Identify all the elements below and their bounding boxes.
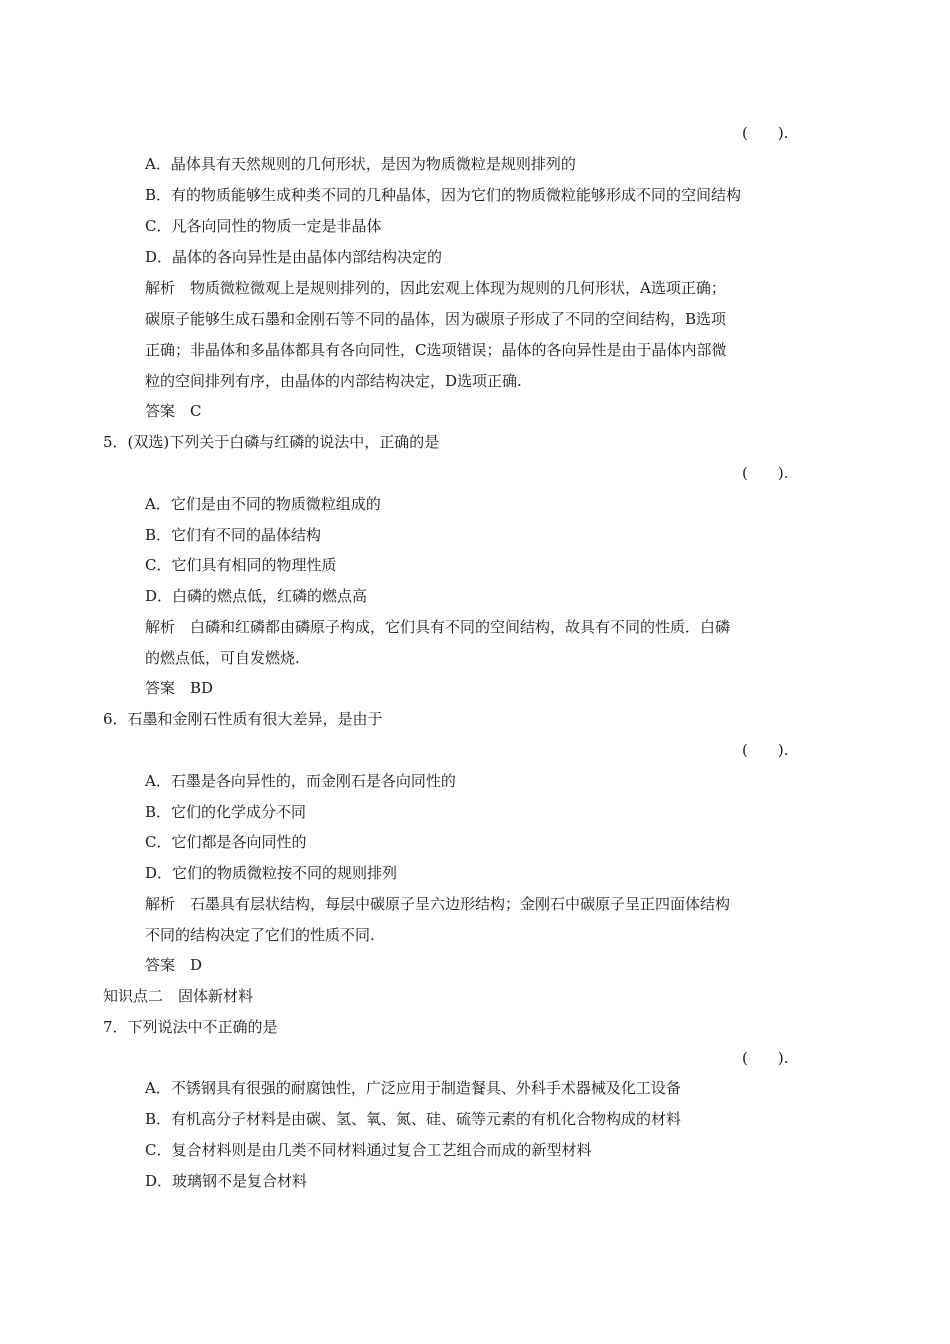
- option-b: B．有的物质能够生成种类不同的几种晶体，因为它们的物质微粒能够形成不同的空间结构: [145, 186, 742, 204]
- option-d: D．玻璃钢不是复合材料: [145, 1172, 308, 1190]
- option-a: A．晶体具有天然规则的几何形状，是因为物质微粒是规则排列的: [145, 155, 576, 173]
- analysis-line: 的燃点低，可自发燃烧.: [145, 649, 300, 667]
- answer-line: 答案 C: [145, 402, 202, 420]
- analysis-line: 解析 石墨具有层状结构，每层中碳原子呈六边形结构；金刚石中碳原子呈正四面体结构: [145, 895, 731, 913]
- option-a: A．它们是由不同的物质微粒组成的: [145, 495, 381, 513]
- option-a: A．不锈钢具有很强的耐腐蚀性，广泛应用于制造餐具、外科手术器械及化工设备: [145, 1079, 681, 1097]
- option-b: B．它们有不同的晶体结构: [145, 526, 322, 544]
- option-a: A．石墨是各向异性的，而金刚石是各向同性的: [145, 772, 456, 790]
- option-c: C．复合材料则是由几类不同材料通过复合工艺组合而成的新型材料: [145, 1141, 592, 1159]
- answer-bracket: ( ).: [742, 1049, 789, 1067]
- option-d: D．白磷的燃点低，红磷的燃点高: [145, 587, 368, 605]
- question-stem: 5．(双选)下列关于白磷与红磷的说法中，正确的是: [103, 433, 440, 451]
- option-c: C．凡各向同性的物质一定是非晶体: [145, 217, 382, 235]
- option-d: D．晶体的各向异性是由晶体内部结构决定的: [145, 248, 443, 266]
- analysis-line: 正确；非晶体和多晶体都具有各向同性，C选项错误；晶体的各向异性是由于晶体内部微: [145, 341, 727, 359]
- option-d: D．它们的物质微粒按不同的规则排列: [145, 864, 398, 882]
- answer-line: 答案 D: [145, 956, 203, 974]
- answer-line: 答案 BD: [145, 679, 214, 697]
- option-b: B．有机高分子材料是由碳、氢、氧、氮、硅、硫等元素的有机化合物构成的材料: [145, 1110, 682, 1128]
- answer-bracket: ( ).: [742, 741, 789, 759]
- question-stem: 7．下列说法中不正确的是: [103, 1018, 278, 1036]
- analysis-line: 解析 白磷和红磷都由磷原子构成，它们具有不同的空间结构，故具有不同的性质．白磷: [145, 618, 731, 636]
- option-b: B．它们的化学成分不同: [145, 803, 307, 821]
- analysis-line: 碳原子能够生成石墨和金刚石等不同的晶体，因为碳原子形成了不同的空间结构，B选项: [145, 310, 727, 328]
- option-c: C．它们都是各向同性的: [145, 833, 307, 851]
- answer-bracket: ( ).: [742, 124, 789, 142]
- option-c: C．它们具有相同的物理性质: [145, 556, 337, 574]
- answer-bracket: ( ).: [742, 464, 789, 482]
- question-stem: 6．石墨和金刚石性质有很大差异，是由于: [103, 710, 383, 728]
- analysis-line: 解析 物质微粒微观上是规则排列的，因此宏观上体现为规则的几何形状，A选项正确；: [145, 279, 726, 297]
- section-heading: 知识点二 固体新材料: [103, 987, 254, 1005]
- analysis-line: 不同的结构决定了它们的性质不同.: [145, 926, 375, 944]
- analysis-line: 粒的空间排列有序，由晶体的内部结构决定，D选项正确.: [145, 372, 522, 390]
